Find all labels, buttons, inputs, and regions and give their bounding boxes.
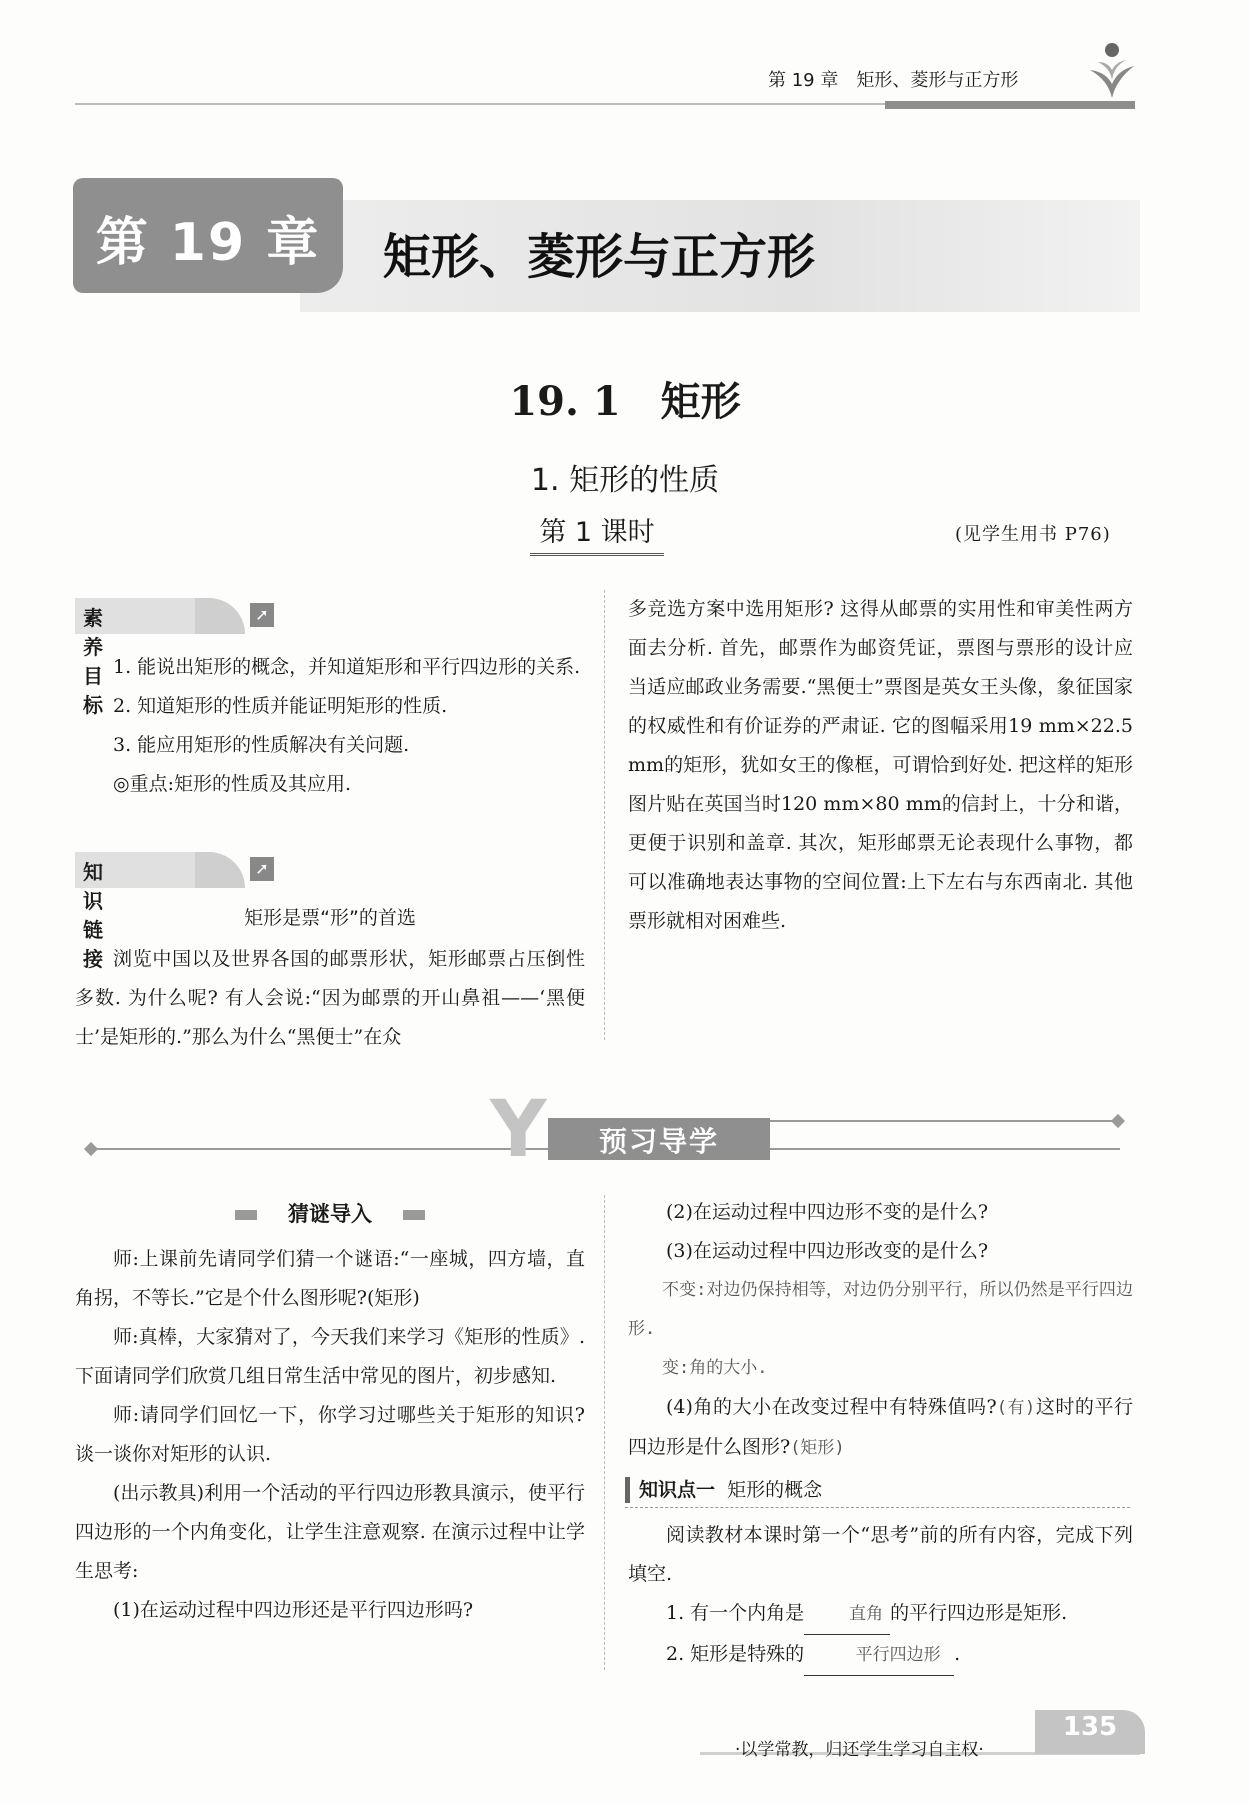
book-reference: (见学生用书 P76) bbox=[955, 524, 1111, 545]
goal-item: 3. 能应用矩形的性质解决有关问题. bbox=[113, 734, 410, 756]
running-header-chapter: 第 19 章 bbox=[768, 70, 839, 91]
answer-unchanged: 不变:对边仍保持相等，对边仍分别平行，所以仍然是平行四边形. bbox=[628, 1280, 1133, 1339]
column-divider bbox=[604, 590, 605, 1040]
question-3: (3)在运动过程中四边形改变的是什么? bbox=[666, 1240, 989, 1262]
preview-rule-dot bbox=[1111, 1114, 1125, 1128]
fill-2-answer[interactable]: 平行四边形 bbox=[804, 1636, 954, 1676]
riddle-paragraph: 师:请同学们回忆一下，你学习过哪些关于矩形的知识? 谈一谈你对矩形的认识. bbox=[75, 1404, 585, 1465]
link-paragraph-left: 浏览中国以及世界各国的邮票形状，矩形邮票占压倒性多数. 为什么呢? 有人会说:“因为邮票的开山鼻祖——‘黑便士’是矩形的.”那么为什么“黑便士”在众 bbox=[75, 948, 585, 1048]
question-4-text: (4)角的大小在改变过程中有特殊值吗? bbox=[666, 1396, 997, 1418]
goals-tag-label: 素养目标 bbox=[83, 606, 103, 717]
riddle-paragraph: (出示教具)利用一个活动的平行四边形教具演示，使平行四边形的一个内角变化，让学生注意观察. 在演示过程中让学生思考: bbox=[75, 1482, 585, 1582]
questions-block bbox=[628, 1193, 1133, 1468]
answer-changed: 变:角的大小. bbox=[662, 1358, 768, 1378]
question-4 bbox=[628, 1388, 1133, 1468]
fill-2-prefix: 2. 矩形是特殊的 bbox=[666, 1643, 805, 1665]
column-divider bbox=[604, 1195, 605, 1670]
question-4-answer-2: (矩形) bbox=[790, 1438, 845, 1458]
question-4-text-2: 这时的平行四边形是什么图形? bbox=[628, 1396, 1133, 1458]
link-tag-label: 知识链接 bbox=[83, 860, 103, 971]
goal-item: 1. 能说出矩形的概念，并知道矩形和平行四边形的关系. bbox=[113, 656, 581, 678]
riddle-paragraph: 师:真棒，大家猜对了，今天我们来学习《矩形的性质》. 下面请同学们欣赏几组日常生活中常见的图片，初步感知. bbox=[75, 1326, 585, 1387]
riddle-heading-text: 猜谜导入 bbox=[288, 1202, 372, 1226]
preview-letter: Y bbox=[490, 1085, 547, 1175]
preview-rule-dot bbox=[84, 1142, 98, 1156]
fill-1-prefix: 1. 有一个内角是 bbox=[666, 1602, 805, 1624]
link-heading: 矩形是票“形”的首选 bbox=[244, 907, 416, 929]
fill-2-suffix: . bbox=[954, 1643, 961, 1665]
fill-blank-2 bbox=[628, 1635, 1133, 1676]
question-4-answer: (有) bbox=[996, 1398, 1036, 1418]
knowledge-point-label: 知识点一 bbox=[639, 1479, 716, 1501]
knowledge-intro: 阅读教材本课时第一个“思考”前的所有内容，完成下列填空. bbox=[628, 1524, 1133, 1585]
arrow-icon: ➚ bbox=[250, 603, 274, 627]
fill-1-answer[interactable]: 直角 bbox=[804, 1595, 890, 1635]
header-rule-bar bbox=[885, 101, 1135, 109]
knowledge-point-title: 矩形的概念 bbox=[727, 1479, 823, 1501]
riddle-heading bbox=[235, 1198, 425, 1226]
knowledge-point-marker bbox=[625, 1477, 630, 1503]
running-header-title: 矩形、菱形与正方形 bbox=[856, 70, 1019, 91]
preview-title: 预习导学 bbox=[598, 1125, 719, 1158]
logo-icon bbox=[1080, 40, 1138, 102]
knowledge-body bbox=[628, 1516, 1133, 1676]
link-paragraph-right: 多竞选方案中选用矩形? 这得从邮票的实用性和审美性两方面去分析. 首先，邮票作为邮资凭证，票图与票形的设计应当适应邮政业务需要.“黑便士”票图是英女王头像，象征国家的权威性和有价证券的严肃证. 它的图幅采用19 mm×22.5 mm的矩形，犹如女王的像框，可谓恰到好处. 把这样的矩形图片贴在英国当时120 mm×80 mm的信封上，十分和谐，更便于识别和盖章. 其次，矩形邮票无论表现什么事物，都可以准确地表达事物的空间位置:上下左右与东西南北. 其他票形就相对困难些. bbox=[628, 598, 1133, 932]
goal-item-key: ◎重点:矩形的性质及其应用. bbox=[113, 773, 352, 795]
page-number: 135 bbox=[1062, 1712, 1118, 1742]
fill-1-suffix: 的平行四边形是矩形. bbox=[890, 1602, 1068, 1624]
chapter-title: 矩形、菱形与正方形 bbox=[383, 229, 816, 285]
arrow-icon: ➚ bbox=[250, 857, 274, 881]
chapter-label: 第 19 章 bbox=[95, 213, 321, 273]
riddle-body bbox=[75, 1240, 585, 1630]
riddle-question-1: (1)在运动过程中四边形还是平行四边形吗? bbox=[113, 1599, 474, 1621]
section-title: 19. 1 矩形 bbox=[509, 378, 741, 425]
subsection-title: 1. 矩形的性质 bbox=[530, 463, 720, 498]
knowledge-point-heading bbox=[625, 1473, 1130, 1508]
riddle-paragraph: 师:上课前先请同学们猜一个谜语:“一座城，四方墙，直角拐，不等长.”它是个什么图形呢?(矩形) bbox=[75, 1248, 585, 1309]
goals-list bbox=[75, 648, 585, 804]
running-header bbox=[768, 66, 1018, 92]
preview-rule-top bbox=[760, 1120, 1115, 1122]
footer-slogan: ·以学常教，归还学生学习自主权· bbox=[735, 1740, 984, 1760]
fill-blank-1 bbox=[628, 1594, 1133, 1635]
question-2: (2)在运动过程中四边形不变的是什么? bbox=[666, 1201, 989, 1223]
lesson-title: 第 1 课时 bbox=[530, 510, 664, 556]
goal-item: 2. 知道矩形的性质并能证明矩形的性质. bbox=[113, 695, 448, 717]
